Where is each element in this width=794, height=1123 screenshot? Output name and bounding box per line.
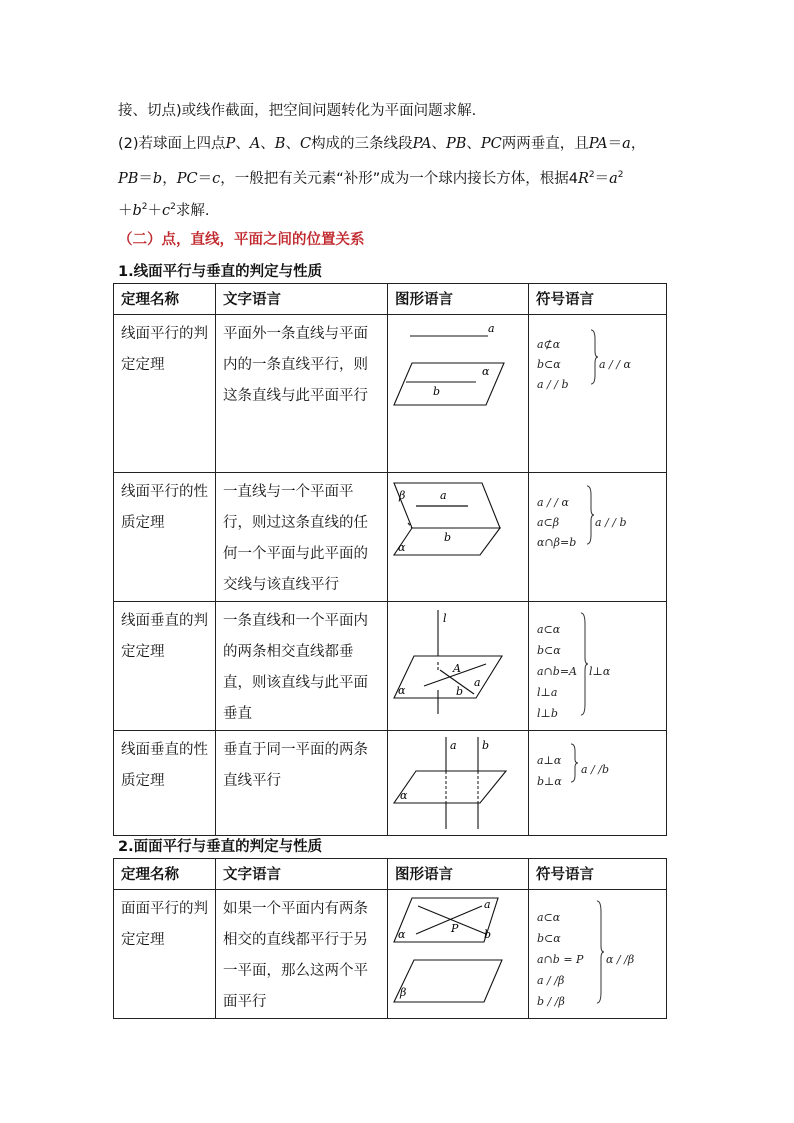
label-a: a [474, 676, 481, 689]
label-alpha: α [398, 928, 406, 941]
brace-icon [579, 612, 589, 716]
label-b: b [444, 531, 452, 544]
label-a: a [440, 489, 447, 502]
plane-plane-parallel-figure [388, 890, 528, 1010]
label-alpha: α [400, 789, 408, 802]
symbol-block: a⊥α b⊥α a / /b [529, 731, 666, 835]
table-row [114, 473, 667, 602]
header-symbol: 符号语言 [529, 284, 667, 315]
theorem-symbols [529, 731, 667, 836]
label-b: b [484, 928, 492, 941]
theorem-name: 线面平行的性质定理 [114, 473, 216, 602]
line-plane-perpendicular-property-figure [388, 731, 528, 831]
brace-icon [595, 900, 605, 1004]
intro-line-2: (2)若球面上四点P、A、B、C构成的三条线段PA、PB、PC两两垂直，且PA＝a， [118, 136, 646, 152]
table-row [114, 315, 667, 473]
header-name: 定理名称 [114, 859, 216, 890]
heading-line-plane: 1.线面平行与垂直的判定与性质 [118, 264, 323, 280]
theorem-symbols [529, 315, 667, 473]
table-line-plane [113, 283, 667, 836]
intro-line-1: 接、切点)或线作截面，把空间问题转化为平面问题求解. [118, 103, 477, 119]
theorem-text: 一直线与一个平面平行，则过这条直线的任何一个平面与此平面的交线与该直线平行 [216, 473, 388, 602]
theorem-text: 如果一个平面内有两条相交的直线都平行于另一平面，那么这两个平面平行 [216, 890, 388, 1019]
brace-icon [569, 743, 579, 783]
theorem-symbols [529, 890, 667, 1019]
theorem-symbols [529, 602, 667, 731]
label-beta: β [400, 986, 407, 999]
theorem-name: 线面平行的判定定理 [114, 315, 216, 473]
label-beta: β [399, 489, 406, 502]
table-plane-plane [113, 858, 667, 1019]
table-header-row [114, 859, 667, 890]
label-alpha: α [398, 541, 406, 554]
theorem-text: 一条直线和一个平面内的两条相交直线都垂直，则该直线与此平面垂直 [216, 602, 388, 731]
header-text: 文字语言 [216, 284, 388, 315]
table-row [114, 602, 667, 731]
table-header-row [114, 284, 667, 315]
header-figure: 图形语言 [388, 284, 529, 315]
header-text: 文字语言 [216, 859, 388, 890]
label-alpha: α [482, 365, 490, 378]
theorem-text: 平面外一条直线与平面内的一条直线平行，则这条直线与此平面平行 [216, 315, 388, 473]
label-a: a [488, 322, 495, 335]
label-b: b [433, 385, 441, 398]
symbol-block: a⊂α b⊂α a∩b = P a / /β b / /β α / /β [529, 890, 666, 1015]
line-plane-perpendicular-figure [388, 602, 528, 722]
theorem-figure [388, 473, 529, 602]
label-b: b [456, 685, 464, 698]
symbol-block: a⊄α b⊂α a / / b a / / α [529, 315, 666, 472]
header-name: 定理名称 [114, 284, 216, 315]
intro-line-4: $+b^2+c^2$求解. [118, 202, 210, 219]
label-point-A: A [453, 662, 461, 675]
heading-plane-plane: 2.面面平行与垂直的判定与性质 [118, 839, 323, 855]
theorem-figure [388, 315, 529, 473]
table-row [114, 731, 667, 836]
theorem-symbols [529, 473, 667, 602]
table-row [114, 890, 667, 1019]
header-figure: 图形语言 [388, 859, 529, 890]
line-plane-parallel-property-figure [388, 473, 528, 573]
theorem-figure [388, 602, 529, 731]
label-point-P: P [451, 922, 459, 935]
intro-line-3: PB＝b，PC＝c，一般把有关元素“补形”成为一个球内接长方体，根据$4R^2=a^2$ [118, 170, 624, 187]
label-a: a [450, 739, 457, 752]
brace-icon [585, 485, 595, 545]
header-symbol: 符号语言 [529, 859, 667, 890]
symbol-block: a⊂α b⊂α a∩b=A l⊥a l⊥b l⊥α [529, 602, 666, 727]
theorem-name: 线面垂直的判定定理 [114, 602, 216, 731]
theorem-figure [388, 731, 529, 836]
theorem-name: 面面平行的判定定理 [114, 890, 216, 1019]
theorem-name: 线面垂直的性质定理 [114, 731, 216, 836]
theorem-text: 垂直于同一平面的两条直线平行 [216, 731, 388, 836]
section-title: （二）点，直线，平面之间的位置关系 [118, 232, 365, 248]
label-b: b [482, 739, 490, 752]
line-plane-parallel-figure [388, 315, 528, 415]
label-a: a [484, 898, 491, 911]
label-alpha: α [398, 684, 406, 697]
brace-icon [589, 329, 599, 385]
label-l: l [443, 612, 447, 625]
symbol-block: a / / α a⊂β α∩β=b a / / b [529, 473, 666, 598]
theorem-figure [388, 890, 529, 1019]
